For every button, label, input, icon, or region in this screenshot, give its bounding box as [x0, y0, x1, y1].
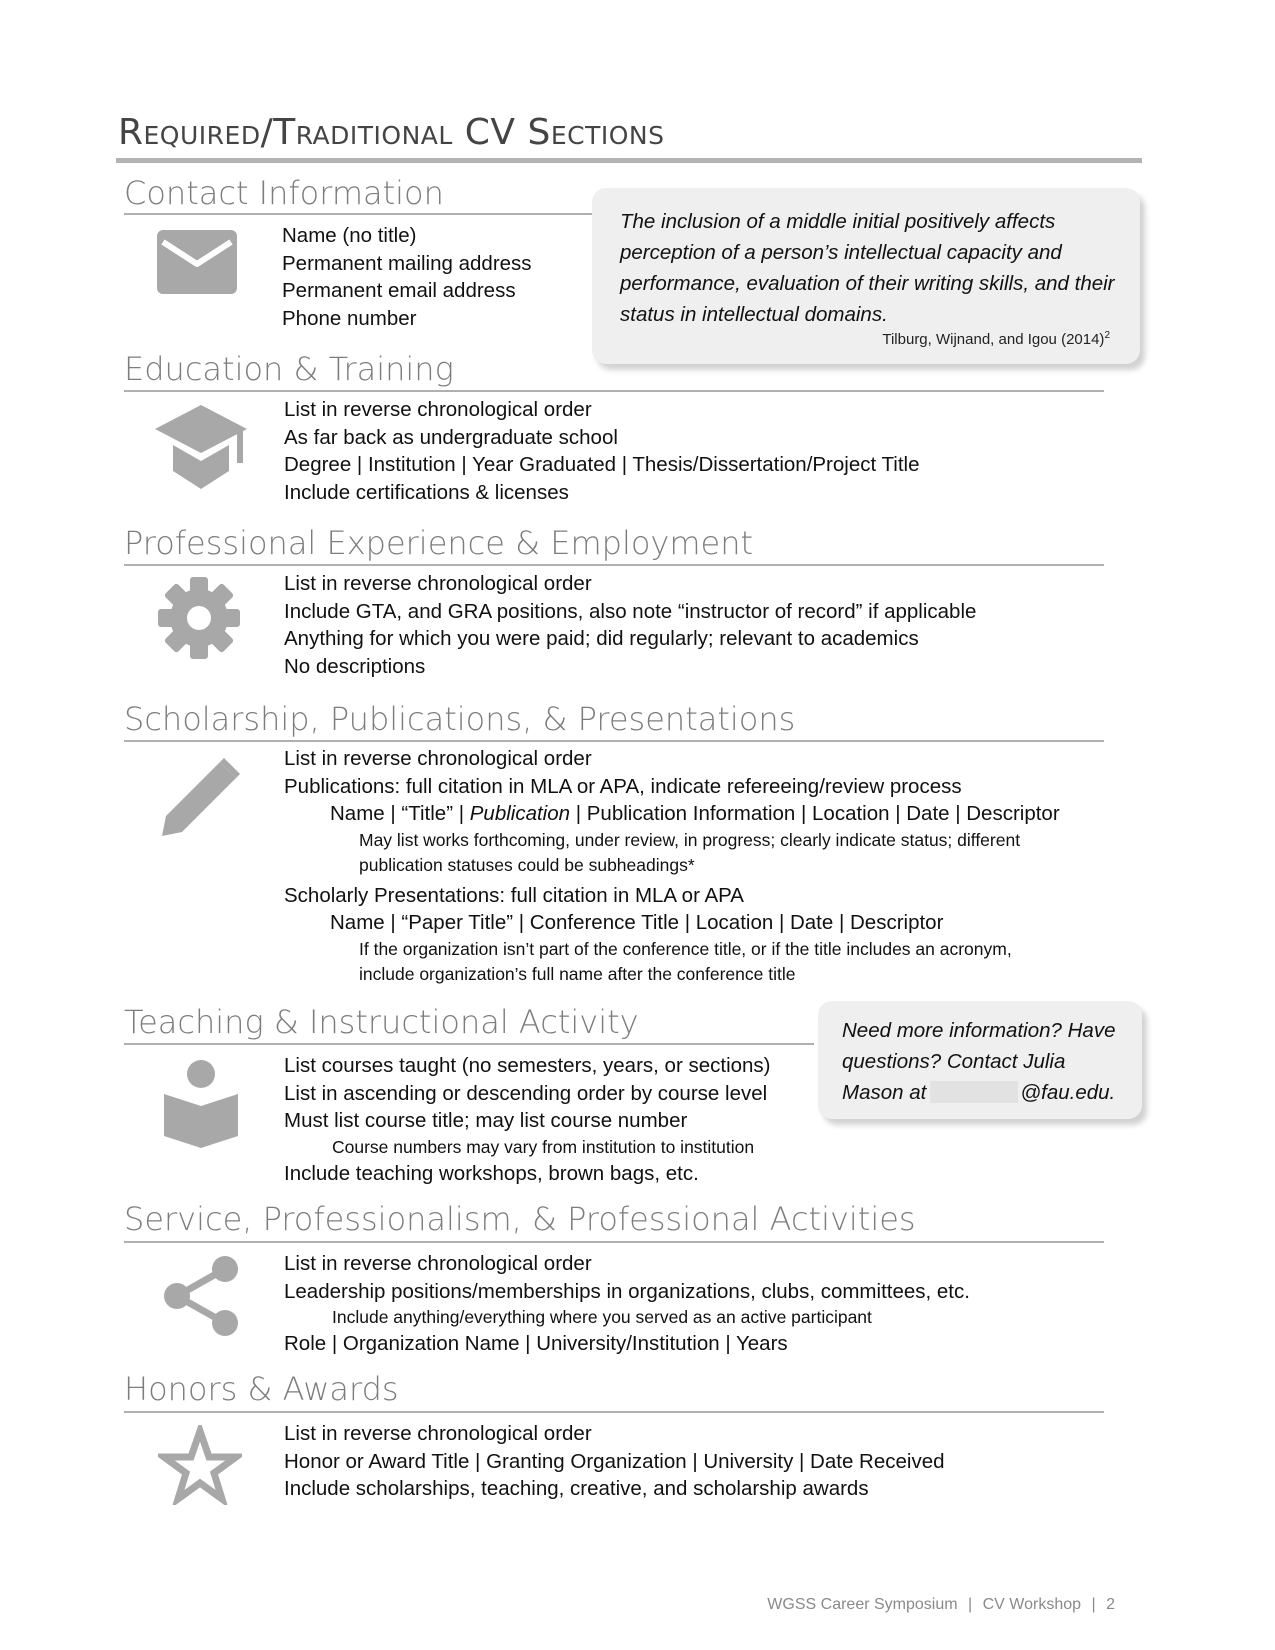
section-divider-contact: [124, 213, 594, 215]
section-divider-honors: [124, 1411, 1104, 1413]
publication-note: May list works forthcoming, under review, in progress; clearly indicate status; different: [359, 829, 1021, 850]
scholarship-list: [284, 745, 1060, 987]
list-item: Include GTA, and GRA positions, also note “instructor of record” if applicable: [284, 599, 977, 623]
list-item: No descriptions: [284, 654, 426, 678]
section-divider-education: [124, 390, 1104, 392]
section-heading-education: Education & Training: [124, 350, 454, 388]
service-note: Include anything/everything where you served as an active participant: [332, 1307, 872, 1327]
info-callout: [818, 1001, 1142, 1119]
list-item: Phone number: [282, 306, 417, 330]
list-item: Must list course title; may list course number: [284, 1109, 688, 1132]
list-item: List in reverse chronological order: [284, 747, 592, 770]
email-link[interactable]: @fau.edu.: [1020, 1081, 1116, 1104]
list-item: Degree | Institution | Year Graduated | Thesis/Dissertation/Project Title: [284, 453, 920, 476]
section-divider-teaching: [124, 1043, 814, 1045]
quote-text: The inclusion of a middle initial positively affects perception of a person’s intellectual capacity and performance, evaluation of their writing skills, and their status in intellectual domains.: [620, 210, 1115, 326]
star-icon: [158, 1425, 242, 1505]
quote-callout: [592, 188, 1140, 364]
list-item: Name (no title): [282, 224, 417, 247]
list-item: Scholarly Presentations: full citation in MLA or APA: [284, 883, 744, 907]
section-heading-scholarship: Scholarship, Publications, & Presentations: [124, 700, 796, 738]
share-icon: [163, 1255, 239, 1337]
list-item: List in reverse chronological order: [284, 1252, 592, 1275]
list-item: Honor or Award Title | Granting Organization | University | Date Received: [284, 1449, 945, 1473]
presentation-format: Name | “Paper Title” | Conference Title | Location | Date | Descriptor: [330, 911, 944, 934]
pencil-icon: [162, 758, 240, 836]
education-list: [284, 396, 919, 506]
list-item: List in ascending or descending order by course level: [284, 1081, 768, 1105]
graduation-cap-icon: [155, 405, 247, 491]
list-item: Publications: full citation in MLA or APA, indicate refereeing/review process: [284, 774, 962, 798]
title-divider: [116, 158, 1142, 163]
publication-note: publication statuses could be subheadings*: [359, 854, 695, 875]
teaching-note: Course numbers may vary from institution to institution: [332, 1136, 755, 1157]
list-item: Include scholarships, teaching, creative, and scholarship awards: [284, 1477, 869, 1500]
presentation-note: If the organization isn’t part of the conference title, or if the title includes an acronym,: [359, 938, 1012, 959]
list-item: Leadership positions/memberships in organizations, clubs, committees, etc.: [284, 1279, 970, 1303]
quote-citation: Tilburg, Wijnand, and Igou $(2014)^2$: [882, 330, 1110, 348]
experience-list: [284, 570, 976, 680]
honors-list: [284, 1420, 945, 1503]
page-number: 2: [1106, 1596, 1115, 1613]
list-item: As far back as undergraduate school: [284, 425, 618, 449]
contact-list: [282, 222, 532, 332]
section-heading-service: Service, Professionalism, & Professional Activities: [124, 1200, 916, 1238]
list-item: List courses taught (no semesters, years, or sections): [284, 1054, 771, 1077]
list-item: List in reverse chronological order: [284, 1422, 592, 1445]
reader-icon: [164, 1060, 238, 1148]
info-text: Need more information? Have questions? Contact Julia Mason at @fau.edu.: [842, 1019, 1116, 1104]
page-footer: WGSS Career Symposium | CV Workshop | 2: [767, 1596, 1115, 1613]
publication-format: Name | “Title” | Publication | Publication Information | Location | Date | Descriptor: [330, 802, 1060, 825]
list-item: Permanent mailing address: [282, 251, 532, 275]
redacted-email-user: [930, 1081, 1018, 1103]
page-title: Required/Traditional CV Sections: [118, 112, 665, 153]
section-divider-scholarship: [124, 740, 1104, 742]
section-heading-honors: Honors & Awards: [124, 1370, 399, 1408]
section-heading-experience: Professional Experience & Employment: [124, 524, 754, 562]
list-item: Anything for which you were paid; did regularly; relevant to academics: [284, 627, 919, 650]
service-list: [284, 1250, 970, 1358]
gear-icon: [158, 577, 240, 659]
list-item: Include certifications & licenses: [284, 480, 569, 504]
section-divider-service: [124, 1241, 1104, 1243]
list-item: Include teaching workshops, brown bags, etc.: [284, 1161, 699, 1185]
list-item: List in reverse chronological order: [284, 398, 592, 421]
list-item: Permanent email address: [282, 279, 516, 302]
teaching-list: [284, 1052, 771, 1187]
section-divider-experience: [124, 564, 1104, 566]
list-item: List in reverse chronological order: [284, 572, 592, 595]
presentation-note: include organization’s full name after the conference title: [359, 963, 796, 984]
envelope-icon: [157, 230, 237, 294]
section-heading-teaching: Teaching & Instructional Activity: [124, 1003, 639, 1041]
list-item: Role | Organization Name | University/Institution | Years: [284, 1332, 788, 1355]
section-heading-contact: Contact Information: [124, 174, 444, 212]
